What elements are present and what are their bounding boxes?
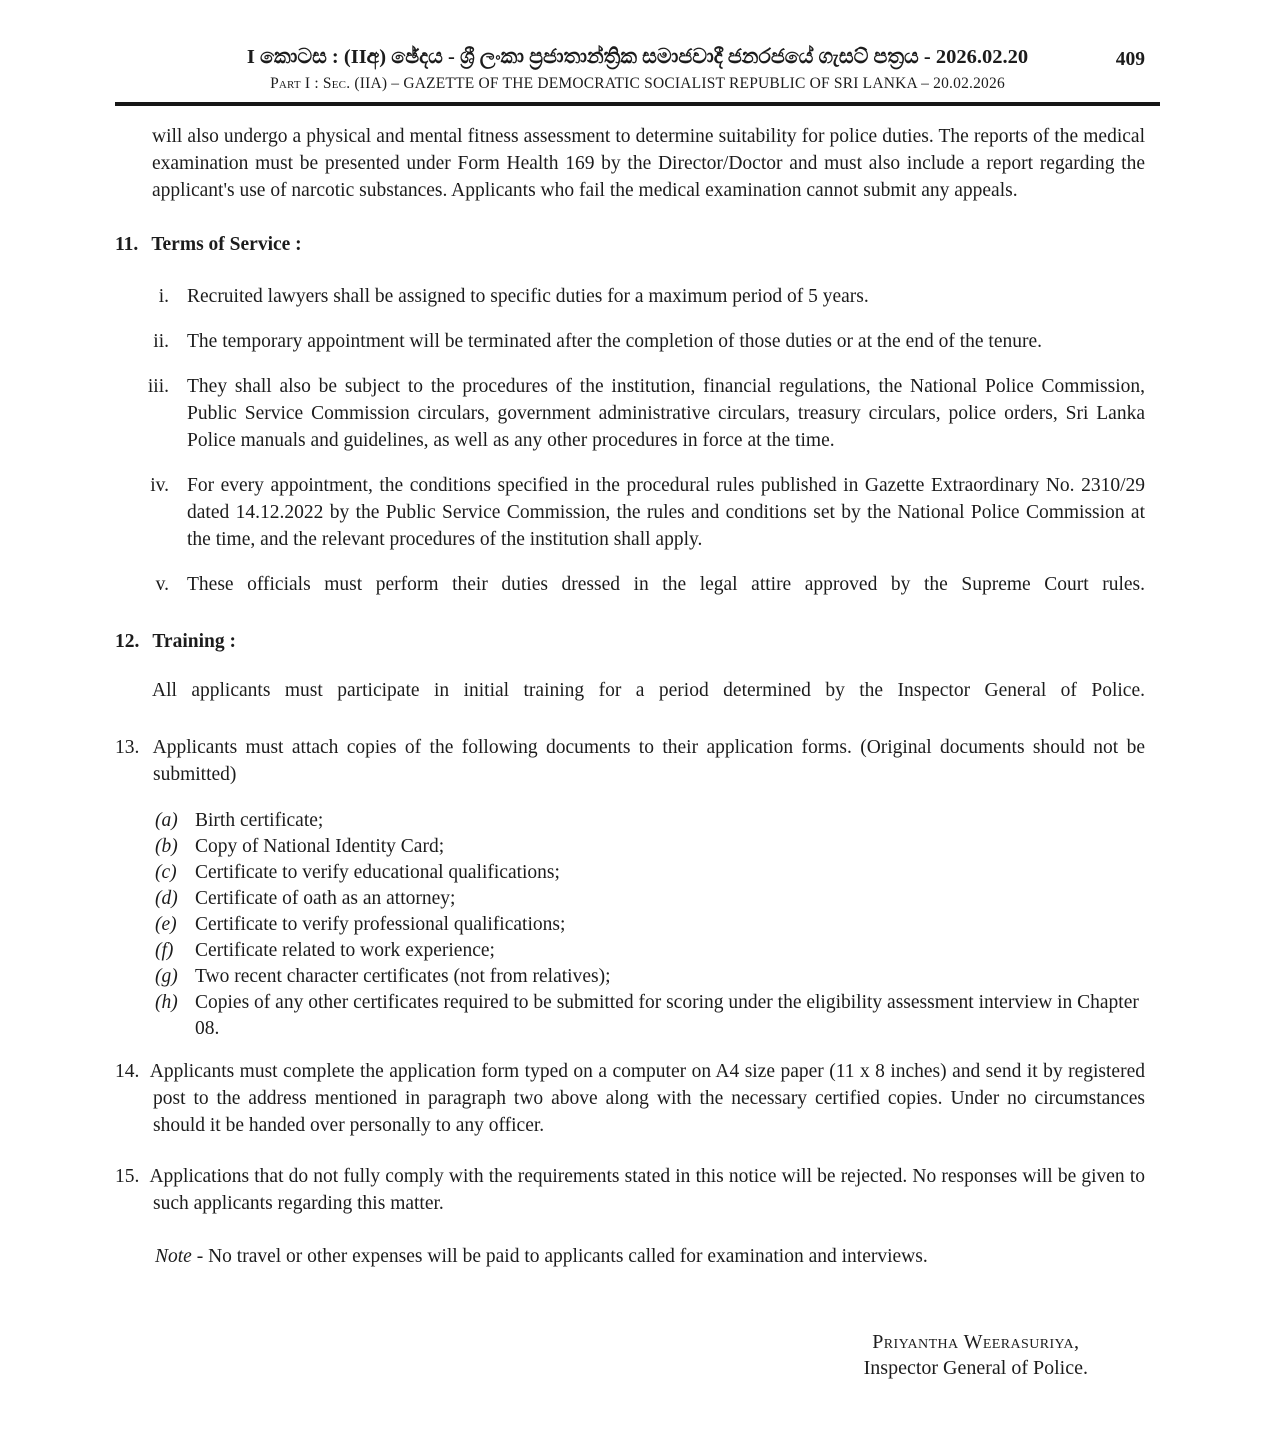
list-item-marker: (b) bbox=[155, 836, 178, 857]
list-item-marker: v. bbox=[155, 574, 169, 595]
note-paragraph bbox=[115, 1243, 1160, 1270]
section-14-number: 14. bbox=[115, 1061, 140, 1082]
list-item bbox=[115, 834, 1160, 860]
list-item-text: Certificate to verify professional qualifications; bbox=[195, 914, 566, 935]
section-14-paragraph bbox=[115, 1058, 1160, 1139]
section-15-number: 15. bbox=[115, 1166, 140, 1187]
list-item bbox=[115, 472, 1160, 553]
list-item-marker: iv. bbox=[150, 475, 169, 496]
list-item-marker: iii. bbox=[147, 376, 169, 397]
list-item bbox=[115, 373, 1160, 454]
section-12-body: All applicants must participate in initial training for a period determined by the Inspector General of Police. bbox=[152, 680, 1145, 701]
list-item-text: Copies of any other certificates required to be submitted for scoring under the eligibility assessment interview in Chapter 08. bbox=[195, 992, 1139, 1039]
section-12-heading bbox=[115, 628, 1160, 655]
list-item-marker: i. bbox=[158, 286, 169, 307]
terms-of-service-list bbox=[115, 283, 1160, 598]
note-text: - No travel or other expenses will be paid to applicants called for examination and interviews. bbox=[191, 1246, 928, 1267]
section-12-title: Training : bbox=[152, 631, 236, 652]
list-item-text: These officials must perform their duties dressed in the legal attire approved by the Supreme Court rules. bbox=[187, 574, 1145, 595]
list-item-marker: (c) bbox=[155, 862, 177, 883]
list-item-marker: ii. bbox=[153, 331, 169, 352]
list-item bbox=[115, 283, 1160, 310]
header-sinhala-line: I කොටස : (IIඅ) ඡේදය - ශ්‍රී ලංකා ප්‍රජාතාන්ත්‍රික සමාජවාදී ජනරජයේ ගැසට් පත්‍රය - 2026.02.20 bbox=[246, 46, 1029, 68]
list-item-text: Copy of National Identity Card; bbox=[195, 836, 445, 857]
section-14-text: Applicants must complete the application form typed on a computer on A4 size paper (11 x 8 inches) and send it by registered post to the address mentioned in paragraph two above along with the necessary certified copies. Under no circumstances should it be handed over personally to any officer. bbox=[149, 1061, 1145, 1136]
list-item bbox=[115, 328, 1160, 355]
section-11-title: Terms of Service : bbox=[151, 234, 302, 255]
list-item bbox=[115, 571, 1160, 598]
page-header bbox=[115, 44, 1160, 106]
documents-list bbox=[115, 808, 1160, 1042]
section-13-text: Applicants must attach copies of the following documents to their application forms. (Original documents should not be submitted) bbox=[152, 737, 1145, 785]
list-item-marker: (a) bbox=[155, 810, 178, 831]
list-item-text: Certificate of oath as an attorney; bbox=[195, 888, 456, 909]
page-number: 409 bbox=[1115, 49, 1145, 70]
section-13-paragraph bbox=[115, 734, 1160, 788]
header-english-rest: GAZETTE OF THE DEMOCRATIC SOCIALIST REPUBLIC OF SRI LANKA – 20.02.2026 bbox=[403, 75, 1005, 92]
list-item-marker: (f) bbox=[155, 940, 174, 961]
header-english-prefix: Part I : Sec. (IIA) – bbox=[270, 75, 404, 92]
signatory-title: Inspector General of Police. bbox=[863, 1357, 1088, 1379]
list-item-marker: (d) bbox=[155, 888, 178, 909]
list-item-marker: (e) bbox=[155, 914, 177, 935]
list-item bbox=[115, 808, 1160, 834]
section-11-number: 11. bbox=[115, 234, 139, 255]
list-item-marker: (h) bbox=[155, 992, 178, 1013]
list-item bbox=[115, 964, 1160, 990]
section-15-paragraph bbox=[115, 1163, 1160, 1217]
signature-block bbox=[864, 1330, 1088, 1382]
section-15-text: Applications that do not fully comply with the requirements stated in this notice will be rejected. No responses will be given to such applicants regarding this matter. bbox=[149, 1166, 1145, 1214]
list-item-text: Birth certificate; bbox=[195, 810, 324, 831]
header-divider bbox=[115, 102, 1160, 106]
list-item-text: For every appointment, the conditions specified in the procedural rules published in Gazette Extraordinary No. 2310/29 dated 14.12.2022 by the Public Service Commission, the rules and conditions set by the National Police Commission at the time, and the relevant procedures of the institution shall apply. bbox=[187, 475, 1145, 550]
note-label: Note bbox=[155, 1246, 192, 1267]
intro-paragraph: will also undergo a physical and mental fitness assessment to determine suitability for police duties. The reports of the medical examination must be presented under Form Health 169 by the Director/Doctor and must also include a report regarding the applicant's use of narcotic substances. Applicants who fail the medical examination cannot submit any appeals. bbox=[152, 126, 1145, 201]
section-12-number: 12. bbox=[115, 631, 140, 652]
section-11-heading bbox=[115, 231, 1160, 258]
list-item-text: Recruited lawyers shall be assigned to specific duties for a maximum period of 5 years. bbox=[187, 286, 869, 307]
list-item-text: Certificate related to work experience; bbox=[195, 940, 495, 961]
list-item-text: They shall also be subject to the procedures of the institution, financial regulations, the National Police Commission, Public Service Commission circulars, government administrative circulars, treasury circulars, police orders, Sri Lanka Police manuals and guidelines, as well as any other procedures in force at the time. bbox=[187, 376, 1145, 451]
section-13-number: 13. bbox=[115, 737, 140, 758]
list-item-text: The temporary appointment will be terminated after the completion of those duties or at the end of the tenure. bbox=[187, 331, 1043, 352]
signatory-name: Priyantha Weerasuriya, bbox=[872, 1331, 1080, 1353]
list-item-text: Two recent character certificates (not from relatives); bbox=[195, 966, 611, 987]
header-english-line bbox=[115, 74, 1160, 94]
list-item bbox=[115, 886, 1160, 912]
list-item bbox=[115, 860, 1160, 886]
list-item-marker: (g) bbox=[155, 966, 178, 987]
list-item bbox=[115, 938, 1160, 964]
list-item bbox=[115, 990, 1160, 1042]
list-item bbox=[115, 912, 1160, 938]
list-item-text: Certificate to verify educational qualifications; bbox=[195, 862, 560, 883]
